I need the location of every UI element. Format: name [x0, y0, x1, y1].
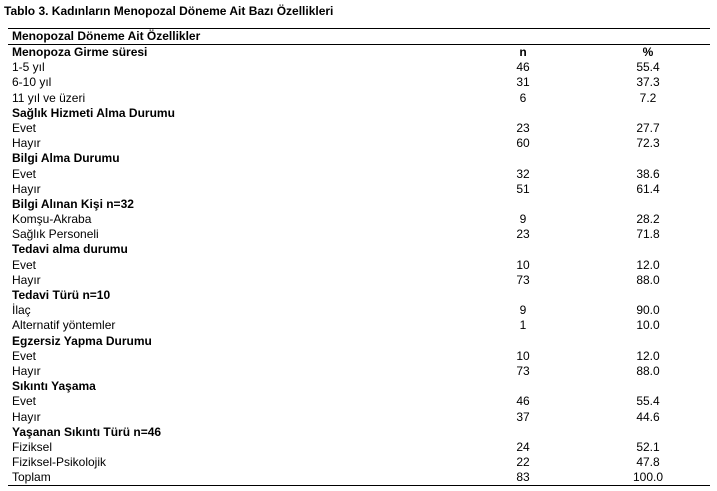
menopause-characteristics-table — [8, 28, 710, 486]
section-heading: Sıkıntı Yaşama — [12, 379, 96, 394]
table-row — [8, 60, 710, 75]
row-label: 1-5 yıl — [12, 60, 45, 75]
row-label: Fiziksel — [12, 439, 53, 454]
row-n: 73 — [516, 272, 530, 287]
row-percent: 12.0 — [636, 257, 660, 272]
row-label: Evet — [12, 257, 37, 272]
table-row — [8, 318, 710, 333]
row-percent: 44.6 — [636, 409, 660, 424]
section-heading-row — [8, 288, 710, 303]
row-n: 10 — [516, 348, 530, 363]
row-n: 31 — [516, 75, 530, 90]
row-percent: 55.4 — [636, 394, 660, 409]
section-heading-row — [8, 242, 710, 257]
row-percent: 27.7 — [636, 120, 660, 135]
row-percent: 88.0 — [636, 272, 660, 287]
row-percent: 88.0 — [636, 363, 660, 378]
row-n: 6 — [519, 90, 527, 105]
section-heading: Egzersiz Yapma Durumu — [12, 333, 152, 348]
row-label: Fiziksel-Psikolojik — [12, 455, 107, 470]
row-percent: 72.3 — [636, 136, 660, 151]
table-row — [8, 394, 710, 409]
row-n: 37 — [516, 409, 530, 424]
row-percent: 100.0 — [632, 470, 664, 485]
row-n: 23 — [516, 120, 530, 135]
row-label: 6-10 yıl — [12, 75, 52, 90]
row-label: Sağlık Personeli — [12, 227, 99, 242]
row-percent: 7.2 — [639, 90, 657, 105]
row-n: 23 — [516, 227, 530, 242]
row-percent: 38.6 — [636, 166, 660, 181]
section-heading-row — [8, 197, 710, 212]
row-percent: 71.8 — [636, 227, 660, 242]
row-n: 46 — [516, 394, 530, 409]
section-heading-row — [8, 379, 710, 394]
table-row — [8, 167, 710, 182]
table-row-total — [8, 470, 710, 485]
row-label: 11 yıl ve üzeri — [12, 90, 86, 105]
row-percent: 55.4 — [636, 60, 660, 75]
table-row — [8, 364, 710, 379]
row-percent: 47.8 — [636, 455, 660, 470]
table-row — [8, 440, 710, 455]
table-header-row — [8, 45, 710, 60]
row-label: Evet — [12, 166, 37, 181]
row-percent: 37.3 — [636, 75, 660, 90]
row-n: 46 — [516, 60, 530, 75]
row-label: Hayır — [12, 363, 41, 378]
row-label: Hayır — [12, 136, 41, 151]
row-n: 1 — [519, 318, 527, 333]
section-heading-row — [8, 151, 710, 166]
section-heading: Sağlık Hizmeti Alma Durumu — [12, 105, 175, 120]
row-percent: 61.4 — [636, 181, 660, 196]
table-caption: Tablo 3. Kadınların Menopozal Döneme Ait Bazı Özellikleri — [4, 4, 334, 18]
table-row — [8, 273, 710, 288]
row-percent: 28.2 — [636, 212, 660, 227]
section-heading: Yaşanan Sıkıntı Türü n=46 — [12, 424, 162, 439]
row-n: 9 — [519, 212, 527, 227]
row-label: Toplam — [12, 470, 51, 485]
section-heading-row — [8, 425, 710, 440]
row-percent: 52.1 — [636, 439, 660, 454]
table-row — [8, 303, 710, 318]
table-row — [8, 227, 710, 242]
row-label: Hayır — [12, 272, 41, 287]
row-label: Hayır — [12, 409, 41, 424]
row-n: 24 — [516, 439, 530, 454]
row-n: 73 — [516, 363, 530, 378]
table-row — [8, 182, 710, 197]
section-heading: Tedavi alma durumu — [12, 242, 128, 257]
section-heading: Tedavi Türü n=10 — [12, 288, 111, 302]
row-label: Hayır — [12, 181, 41, 196]
row-n: 22 — [516, 455, 530, 470]
row-label: Evet — [12, 394, 37, 409]
row-n: 10 — [516, 257, 530, 272]
header-n: n — [519, 45, 527, 59]
table-row — [8, 349, 710, 364]
row-label: Evet — [12, 348, 37, 363]
table-row — [8, 455, 710, 470]
table-row — [8, 121, 710, 136]
row-n: 60 — [516, 136, 530, 151]
table-row — [8, 136, 710, 151]
row-n: 51 — [516, 181, 530, 196]
row-percent: 10.0 — [636, 318, 660, 333]
table-row — [8, 410, 710, 425]
row-n: 83 — [516, 470, 530, 485]
row-percent: 90.0 — [636, 303, 660, 318]
header-label: Menopoza Girme süresi — [12, 45, 148, 59]
section-heading: Bilgi Alınan Kişi n=32 — [12, 196, 134, 211]
row-n: 9 — [519, 303, 527, 318]
table-row — [8, 258, 710, 273]
row-label: İlaç — [12, 303, 31, 318]
row-label: Alternatif yöntemler — [12, 318, 116, 333]
row-label: Evet — [12, 120, 37, 135]
section-heading-row — [8, 106, 710, 121]
table-row — [8, 75, 710, 90]
header-percent: % — [642, 45, 654, 59]
section-heading: Bilgi Alma Durumu — [12, 151, 120, 166]
row-n: 32 — [516, 166, 530, 181]
table-row — [8, 91, 710, 106]
section-heading-row — [8, 334, 710, 349]
table-row — [8, 212, 710, 227]
row-label: Komşu-Akraba — [12, 212, 92, 227]
table-title: Menopozal Döneme Ait Özellikler — [8, 29, 710, 45]
row-percent: 12.0 — [636, 348, 660, 363]
